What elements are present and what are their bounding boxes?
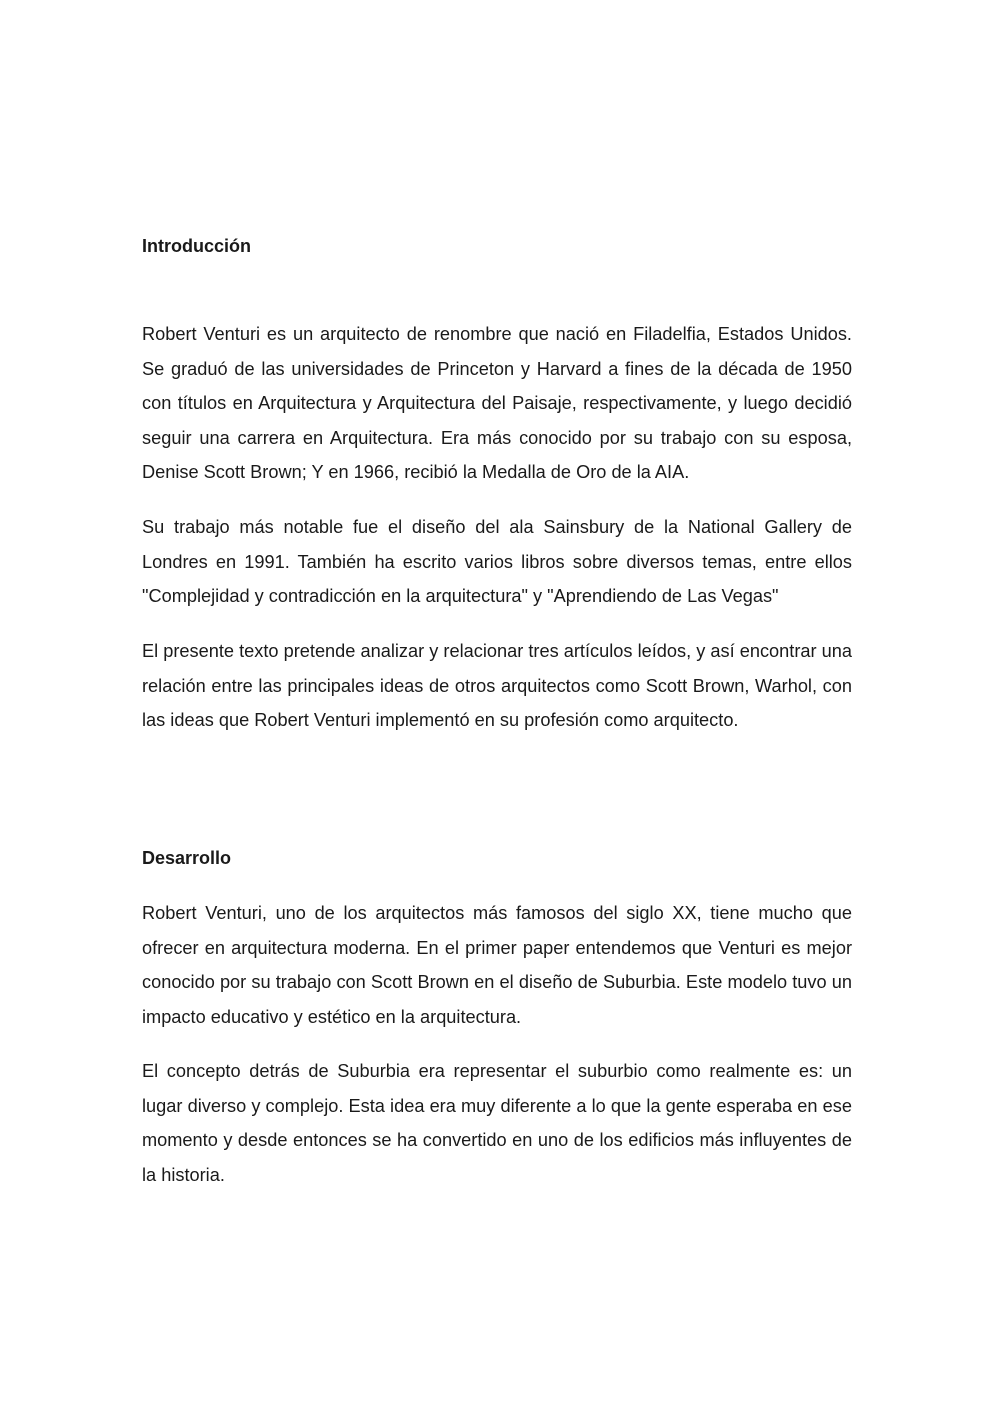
section-heading-desarrollo: Desarrollo [142, 848, 232, 868]
intro-paragraph-3: El presente texto pretende analizar y relacionar tres artículos leídos, y así encontrar una relación entre las principales ideas de otros arquitectos como Scott Brown, Warhol, con las ideas que Robert Venturi implementó en su profesión como arquitecto. [142, 641, 852, 731]
intro-paragraph-1: Robert Venturi es un arquitecto de renombre que nació en Filadelfia, Estados Unidos. Se graduó de las universidades de Princeton y Harvard a fines de la década de 1950 con títulos en Arquitectura y Arquitectura del Paisaje, respectivamente, y luego decidió seguir una carrera en Arquitectura. Era más conocido por su trabajo con su esposa, Denise Scott Brown; Y en 1966, recibió la Medalla de Oro de la AIA. [142, 324, 852, 483]
section-heading-introduccion: Introducción [142, 236, 251, 256]
intro-paragraph-2: Su trabajo más notable fue el diseño del ala Sainsbury de la National Gallery de Londres en 1991. También ha escrito varios libros sobre diversos temas, entre ellos "Complejidad y contradicción en la arquitectura" y "Aprendiendo de Las Vegas" [142, 517, 852, 607]
desarrollo-paragraph-2: El concepto detrás de Suburbia era representar el suburbio como realmente es: un lugar diverso y complejo. Esta idea era muy diferente a lo que la gente esperaba en ese momento y desde entonces se ha convertido en uno de los edificios más influyentes de la historia. [142, 1061, 852, 1185]
desarrollo-paragraph-1: Robert Venturi, uno de los arquitectos más famosos del siglo XX, tiene mucho que ofrecer en arquitectura moderna. En el primer paper entendemos que Venturi es mejor conocido por su trabajo con Scott Brown en el diseño de Suburbia. Este modelo tuvo un impacto educativo y estético en la arquitectura. [142, 903, 852, 1027]
